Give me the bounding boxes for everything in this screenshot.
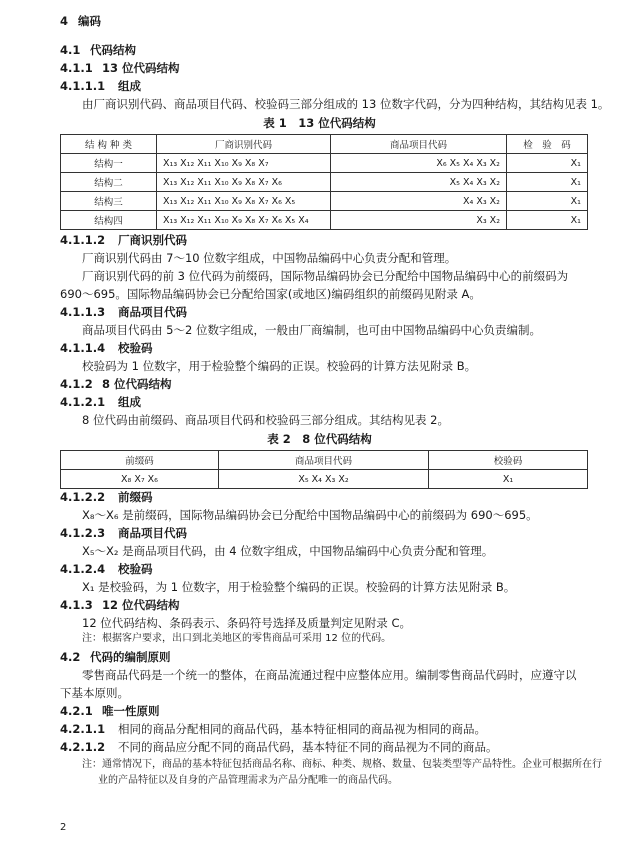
table-cell: X₁ bbox=[507, 211, 588, 230]
para-4-1-1-1: 由厂商识别代码、商品项目代码、校验码三部分组成的 13 位数字代码，分为四种结构，其结构见表 1。 bbox=[82, 97, 610, 111]
heading-4-1-1-4: 4.1.1.4 校验码 bbox=[60, 341, 153, 355]
heading-4-1-2-1: 4.1.2.1 组成 bbox=[60, 395, 141, 409]
table-cell: X₁₃ X₁₂ X₁₁ X₁₀ X₉ X₈ X₇ X₆ bbox=[157, 173, 331, 192]
table1-header: 结 构 种 类 bbox=[61, 135, 157, 154]
heading-4-1: 4.1 代码结构 bbox=[60, 43, 136, 57]
heading-4-1-1-3: 4.1.1.3 商品项目代码 bbox=[60, 305, 187, 319]
table-row bbox=[61, 470, 588, 489]
table-cell: X₁ bbox=[507, 192, 588, 211]
heading-4-1-2: 4.1.2 8 位代码结构 bbox=[60, 377, 172, 391]
table-cell: 结构二 bbox=[61, 173, 157, 192]
heading-4: 4 编码 bbox=[60, 14, 101, 28]
table1-caption: 表 1 13 位代码结构 bbox=[263, 116, 376, 130]
table-cell: X₁ bbox=[507, 173, 588, 192]
heading-4-1-1-2: 4.1.1.2 厂商识别代码 bbox=[60, 233, 187, 247]
table-row bbox=[61, 173, 588, 192]
table-cell: 结构一 bbox=[61, 154, 157, 173]
table2 bbox=[60, 450, 588, 489]
para-4-1-1-2b-line1: 厂商识别代码的前 3 位代码为前缀码，国际物品编码协会已分配给中国物品编码中心的前缀码为 bbox=[82, 269, 569, 283]
table2-header: 前缀码 bbox=[61, 451, 219, 470]
table-cell: X₁₃ X₁₂ X₁₁ X₁₀ X₉ X₈ X₇ X₆ X₅ bbox=[157, 192, 331, 211]
table-cell: X₈ X₇ X₆ bbox=[61, 470, 219, 489]
table1 bbox=[60, 134, 588, 230]
table1-header: 商品项目代码 bbox=[331, 135, 507, 154]
table-cell: X₁ bbox=[507, 154, 588, 173]
table-cell: X₅ X₄ X₃ X₂ bbox=[331, 173, 507, 192]
table2-header: 商品项目代码 bbox=[219, 451, 429, 470]
table-cell: X₅ X₄ X₃ X₂ bbox=[219, 470, 429, 489]
heading-4-2: 4.2 代码的编制原则 bbox=[60, 650, 171, 664]
heading-4-1-2-3: 4.1.2.3 商品项目代码 bbox=[60, 526, 187, 540]
heading-4-1-1: 4.1.1 13 位代码结构 bbox=[60, 61, 180, 75]
para-4-1-2-3: X₅～X₂ 是商品项目代码，由 4 位数字组成，中国物品编码中心负责分配和管理。 bbox=[82, 544, 494, 558]
note-4-1-3: 注：根据客户要求，出口到北美地区的零售商品可采用 12 位的代码。 bbox=[82, 633, 392, 644]
table1-header: 厂商识别代码 bbox=[157, 135, 331, 154]
para-4-1-3: 12 位代码结构、条码表示、条码符号选择及质量判定见附录 C。 bbox=[82, 616, 411, 630]
para-4-1-1-2a: 厂商识别代码由 7～10 位数字组成，中国物品编码中心负责分配和管理。 bbox=[82, 251, 457, 265]
para-4-1-2-4: X₁ 是校验码，为 1 位数字，用于检验整个编码的正误。校验码的计算方法见附录 B。 bbox=[82, 580, 516, 594]
heading-4-1-1-1: 4.1.1.1 组成 bbox=[60, 79, 141, 93]
table-cell: X₁₃ X₁₂ X₁₁ X₁₀ X₉ X₈ X₇ X₆ X₅ X₄ bbox=[157, 211, 331, 230]
page-number: 2 bbox=[60, 822, 67, 833]
heading-4-1-2-2: 4.1.2.2 前缀码 bbox=[60, 490, 153, 504]
table-row bbox=[61, 154, 588, 173]
para-4-1-1-4: 校验码为 1 位数字，用于检验整个编码的正误。校验码的计算方法见附录 B。 bbox=[82, 359, 477, 373]
note-4-2-1-line2: 业的产品特征以及自身的产品管理需求为产品分配唯一的商品代码。 bbox=[98, 775, 398, 786]
table-row bbox=[61, 211, 588, 230]
table-cell: X₄ X₃ X₂ bbox=[331, 192, 507, 211]
table2-header: 校验码 bbox=[429, 451, 588, 470]
table-cell: 结构四 bbox=[61, 211, 157, 230]
para-4-1-2-2: X₈～X₆ 是前缀码，国际物品编码协会已分配给中国物品编码中心的前缀码为 690～695。 bbox=[82, 508, 538, 522]
table2-header-row bbox=[61, 451, 588, 470]
table-cell: X₁₃ X₁₂ X₁₁ X₁₀ X₉ X₈ X₇ bbox=[157, 154, 331, 173]
para-4-2-line1: 零售商品代码是一个统一的整体，在商品流通过程中应整体应用。编制零售商品代码时，应遵守以 bbox=[82, 668, 577, 682]
heading-4-1-3: 4.1.3 12 位代码结构 bbox=[60, 598, 180, 612]
para-4-1-1-2b-line2: 690～695。国际物品编码协会已分配给国家(或地区)编码组织的前缀码见附录 A。 bbox=[60, 287, 481, 301]
para-4-1-2-1: 8 位代码由前缀码、商品项目代码和校验码三部分组成。其结构见表 2。 bbox=[82, 413, 449, 427]
para-4-2-line2: 下基本原则。 bbox=[60, 686, 129, 700]
table-cell: X₆ X₅ X₄ X₃ X₂ bbox=[331, 154, 507, 173]
table-cell: X₃ X₂ bbox=[331, 211, 507, 230]
table-cell: X₁ bbox=[429, 470, 588, 489]
table-cell: 结构三 bbox=[61, 192, 157, 211]
table1-header: 检 验 码 bbox=[507, 135, 588, 154]
table1-header-row bbox=[61, 135, 588, 154]
item-4-2-1-2: 4.2.1.2 不同的商品应分配不同的商品代码，基本特征不同的商品视为不同的商品。 bbox=[60, 740, 498, 754]
heading-4-2-1: 4.2.1 唯一性原则 bbox=[60, 704, 160, 718]
table-row bbox=[61, 192, 588, 211]
item-4-2-1-1: 4.2.1.1 相同的商品分配相同的商品代码，基本特征相同的商品视为相同的商品。 bbox=[60, 722, 486, 736]
para-4-1-1-3: 商品项目代码由 5～2 位数字组成，一般由厂商编制，也可由中国物品编码中心负责编制。 bbox=[82, 323, 541, 337]
heading-4-1-2-4: 4.1.2.4 校验码 bbox=[60, 562, 153, 576]
note-4-2-1-line1: 注：通常情况下，商品的基本特征包括商品名称、商标、种类、规格、数量、包装类型等产品特性。企业可根据所在行 bbox=[82, 759, 602, 770]
table2-caption: 表 2 8 位代码结构 bbox=[267, 432, 372, 446]
